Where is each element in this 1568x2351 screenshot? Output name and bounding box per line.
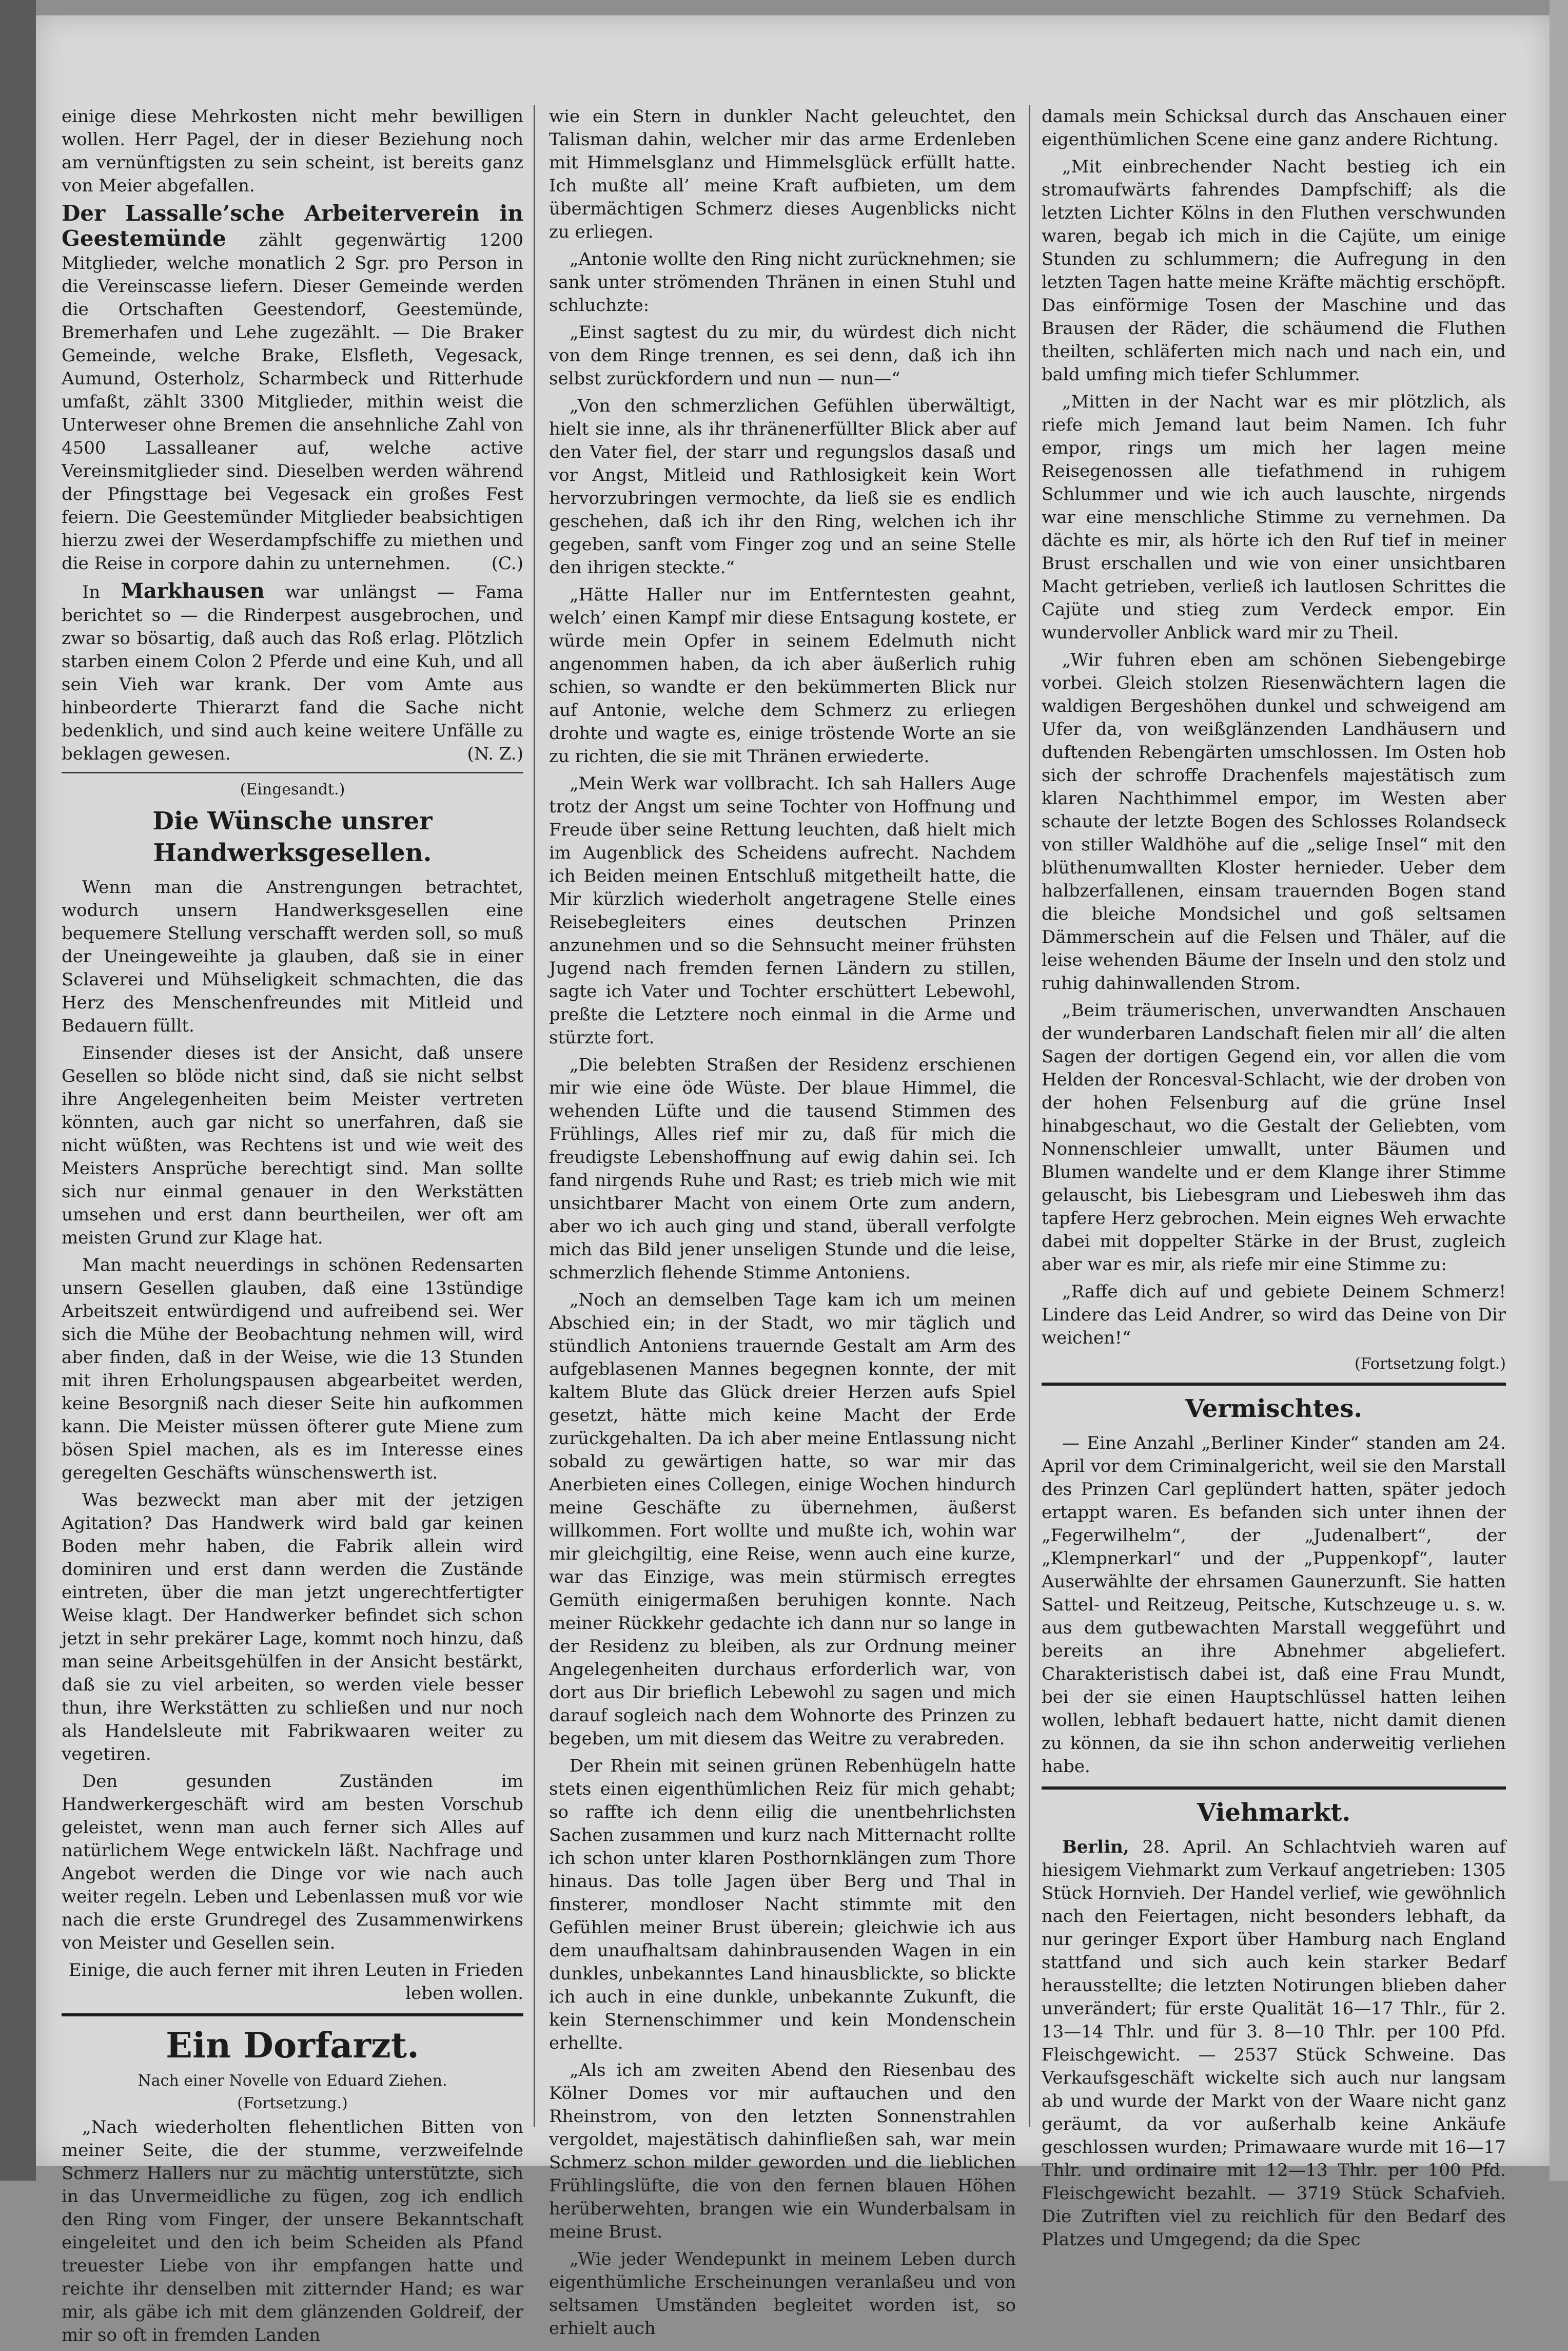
section-rule [1042,1786,1506,1790]
paragraph: „Mitten in der Nacht war es mir plötzlich, als riefe mich Jemand laut beim Namen. Ich fuhr empor, rings um mich her lagen meine Reisegenossen alle tiefathmend in ruhigem Schlummer und wie ich auch lauschte, nirgends war eine menschliche Stimme zu vernehmen. Da dächte es mir, als hörte ich den Ruf tief in meiner Brust erschallen und wie von einer unsichtbaren Macht getrieben, verließ ich lautlosen Schrittes die Cajüte und stieg zum Verdeck empor. Ein wundervoller Anblick ward mir zu Theil. [1042,392,1506,643]
signature: (N. Z.) [467,744,523,764]
signature: Einige, die auch ferner mit ihren Leuten in Frieden leben wollen. [68,1960,523,2004]
continuation-note: (Fortsetzung folgt.) [1355,1355,1506,1373]
column-right [1042,105,1506,2256]
paragraph: „Mein Werk war vollbracht. Ich sah Hallers Auge trotz der Angst um seine Tochter von Hoffnung und Freude über seine Rettung leuchten, daß hielt mich im Augenblick des Scheidens aufrecht. Nachdem ich Beiden meinen Entschluß mitgetheilt hatte, die Mir kürzlich wiederholt angetragene Stelle eines Reisebegleiters eines deutschen Prinzen anzunehmen und so die Sehnsucht meiner frühsten Jugend nach fremden fernen Ländern zu stillen, sagte ich Vater und Tochter erschüttert Lebewohl, preßte die Letztere noch einmal in die Arme und stürzte fort. [549,773,1016,1048]
newspaper-page [36,15,1550,2345]
section-rule [62,772,523,773]
paragraph-text: war unlängst — Fama berichtet so — die Rinderpest ausgebrochen, und zwar so bösartig, daß auch das Roß erlag. Plötzlich starben einem Colon 2 Pferde und eine Kuh, und all sein Vieh war krank. Der vom Amte aus hinbeorderte Thierarzt fand die Sache nicht bedenklich, und sind auch keine weitere Unfälle zu beklagen gewesen. [62,582,524,764]
paragraph: „Beim träumerischen, unverwandten Anschauen der wunderbaren Landschaft fielen mir all’ die alten Sagen der dortigen Gegend ein, vor allen die vom Helden der Roncesval-Schlacht, wie der droben von der hohen Felsenburg auf die grüne Insel hinabgeschaut, wo die Gestalt der Geliebten, vom Nonnenschleier umwallt, unter Bäumen und Blumen wandelte und er dem Klange ihrer Stimme gelauscht, bis Liebesgram und Liebesweh ihm das tapfere Herz gebrochen. Mein eignes Weh erwachte dabei mit doppelter Stärke in der Brust, zugleich aber war es mir, als riefe mir eine Stimme zu: [1042,1000,1506,1275]
paragraph: „Antonie wollte den Ring nicht zurücknehmen; sie sank unter strömenden Thränen in einen Stuhl und schluchzte: [549,249,1016,316]
item-heading: Der Lassalle’sche Arbeiterverein in Geestemünde [62,201,523,251]
paragraph: wie ein Stern in dunkler Nacht geleuchtet, den Talisman dahin, welcher mir das arme Erdenleben mit Himmelsglanz und Himmelsglück erfüllt hatte. Ich mußte all’ meine Kraft aufbieten, um dem übermächtigen Schmerz dieses Augenblicks nicht zu erliegen. [549,106,1016,242]
paragraph: „Nach wiederholten flehentlichen Bitten von meiner Seite, die der stumme, verzweifelnde Schmerz Hallers nur zu mächtig unterstützte, sich in das Unvermeidliche zu fügen, zog ich endlich den Ring vom Finger, der unsere Bekanntschaft eingeleitet und den ich beim Scheiden als Pfand treuester Liebe von ihr empfangen hatte und reichte ihr denselben mit zitternder Hand; es war mir, als gäbe ich mit dem glänzenden Goldreif, der mir so oft in fremden Landen [62,2117,523,2345]
paragraph: — Eine Anzahl „Berliner Kinder“ standen am 24. April vor dem Criminalgericht, weil sie den Marstall des Prinzen Carl geplündert hatten, später jedoch ertappt waren. Es befanden sich unter ihnen der „Fegerwilhelm“, der „Judenalbert“, der „Klempnerkarl“ und der „Puppenkopf“, lauter Auserwählte der ehrsamen Gaunerzunft. Sie hatten Sattel- und Reitzeug, Peitsche, Kutschzeuge u. s. w. aus dem gutbewachten Marstall weggeführt und bereits an ihre Abnehmer abgeliefert. Charakteristisch dabei ist, daß eine Frau Mundt, bei der sie einen Hauptschlüssel hatten leihen wollen, lebhaft bedauert hatte, nicht damit dienen zu können, da sie ihn schon anderweitig verliehen habe. [1042,1433,1506,1777]
paragraph-text: zählt gegenwärtig 1200 Mitglieder, welche monatlich 2 Sgr. pro Person in die Vereinscasse liefern. Dieser Gemeinde werden die Ortschaften Geestendorf, Geestemünde, Bremerhafen und Lehe zugezählt. — Die Braker Gemeinde, welche Brake, Elsfleth, Vegesack, Aumund, Osterholz, Scharmbeck und Ritterhude umfaßt, zählt 3300 Mitglieder, mithin weist die Unterweser ohne Bremen die ansehnliche Zahl von 4500 Lassalleaner auf, welche active Vereinsmitglieder sind. Dieselben werden während der Pfingsttage bei Vegesack ein großes Fest feiern. Die Geestemünder Mitglieder beabsichtigen hierzu zwei der Weserdampfschiffe zu miethen und die Reise in corpore dahin zu unternehmen. [62,230,524,574]
paragraph [1042,1836,1506,2251]
eingesandt-label: (Eingesandt.) [240,781,345,799]
section-rule [1042,1383,1506,1386]
paragraph: „Als ich am zweiten Abend den Riesenbau des Kölner Domes vor mir auftauchen und den Rheinstrom, von den letzten Sonnenstrahlen vergoldet, majestätisch dahinfließen sah, war mein Schmerz schon milder geworden und die lieblichen Frühlingslüfte, die von den fernen blauen Höhen herüberwehten, brangen wie ein Wunderbalsam in meine Brust. [549,2060,1016,2242]
paragraph: Was bezweckt man aber mit der jetzigen Agitation? Das Handwerk wird bald gar keinen Boden mehr haben, die Fabrik allein wird dominiren und erst dann werden die Zustände eintreten, über die man jetzt ungerechtfertigter Weise klagt. Der Handwerker befindet sich schon jetzt in sehr prekärer Lage, kommt noch hinzu, daß man seine Arbeitsgehülfen in der Ansicht bestärkt, daß sie zu viel arbeiten, so werden viele besser thun, ihre Werkstätten zu schließen und nur noch als Handelsleute mit Fabrikwaaren weiter zu vegetiren. [62,1490,523,1764]
paragraph: „Wie jeder Wendepunkt in meinem Leben durch eigenthümliche Erscheinungen veranlaßeu und von seltsamen Umständen begleitet worden ist, so erhielt auch [549,2249,1016,2339]
column-divider [534,105,535,2127]
page-edge [1550,0,1568,2181]
paragraph [62,202,523,575]
paragraph: damals mein Schicksal durch das Anschauen einer eigenthümlichen Scene eine ganz andere Richtung. [1042,106,1506,150]
paragraph: „Raffe dich auf und gebiete Deinem Schmerz! Lindere das Leid Andrer, so wird das Deine von Dir weichen!“ [1042,1281,1506,1348]
paragraph [62,579,523,766]
paragraph: „Hätte Haller nur im Entferntesten geahnt, welch’ einen Kampf mir diese Entsagung kostete, er würde mein Opfer in seinem Edelmuth nicht angenommen haben, da ich aber äußerlich ruhig schien, so wandte er den bekümmerten Blick nur auf Antonie, welche dem Schmerz zu erliegen drohte und wagte es, einige tröstende Worte an sie zu richten, die sie mit Thränen erwiederte. [549,585,1016,767]
continuation-note: (Fortsetzung.) [237,2094,348,2112]
article-title: Die Wünsche unsrer Handwerksgesellen. [152,807,433,867]
paragraph-text: 28. April. An Schlachtvieh waren auf hiesigem Viehmarkt zum Verkauf angetrieben: 1305 Stück Hornvieh. Der Handel verlief, wie gewöhnlich nach den Feiertagen, nicht besonders lebhaft, da nur geringer Export über Hamburg nach England stattfand und sich auch kein starker Bedarf herausstellte; die letzten Notirungen blieben daher unverändert; für erste Qualität 16—17 Thlr., für 2. 13—14 Thlr. und für 3. 8—10 Thlr. per 100 Pfd. Fleischgewicht. — 2537 Stück Schweine. Das Verkaufsgeschäft wickelte sich auch nur langsam ab und wurde der Markt von der Waare nicht ganz geräumt, da vor außerhalb keine Ankäufe geschlossen wurden; Primawaare wurde mit 16—17 Thlr. und ordinaire mit 12—13 Thlr. per 100 Pfd. Fleischgewicht bezahlt. — 3719 Stück Schafvieh. Die Zutriften viel zu reichlich für den Bedarf des Platzes und Umgegend; da die Spec [1042,1837,1506,2250]
article-title: Ein Dorfarzt. [166,2025,419,2066]
signature: (C.) [491,553,523,574]
section-title: Vermischtes. [1185,1394,1363,1423]
article-subtitle: Nach einer Novelle von Eduard Ziehen. [138,2072,447,2090]
paragraph: Den gesunden Zuständen im Handwerkergeschäft wird am besten Vorschub geleistet, wenn man auch ferner sich Alles auf natürlichem Wege entwickeln läßt. Nachfrage und Angebot werden die Dinge vor wie nach auch weiter regeln. Leben und Lebenlassen muß vor wie nach die erste Grundregel des Zusammenwirkens von Meister und Gesellen sein. [62,1771,523,1953]
paragraph: Einsender dieses ist der Ansicht, daß unsere Gesellen so blöde nicht sind, daß sie nicht selbst ihre Angelegenheiten beim Meister vertreten könnten, auch gar nicht so unerfahren, daß sie nicht wüßten, was Rechtens ist und wie weit des Meisters Ansprüche berechtigt sind. Man sollte sich nur einmal genauer in den Werkstätten umsehen und erst dann beurtheilen, wer oft am meisten Grund zur Klage hat. [62,1043,523,1248]
section-title: Viehmarkt. [1197,1798,1351,1827]
item-heading: Markhausen [121,579,265,603]
paragraph: Man macht neuerdings in schönen Redensarten unsern Gesellen glauben, daß eine 13stündige Arbeitszeit entwürdigend und aufreibend sei. Wer sich die Mühe der Beobachtung nehmen will, wird aber finden, daß in der Weise, wie die 13 Stunden mit ihren Erholungspausen abgearbeitet werden, keine Besorgniß nach dieser Seite hin aufkommen kann. Die Meister müssen öfterer gute Miene zum bösen Spiel machen, als es im Interesse eines geregelten Geschäfts wünschenswerth ist. [62,1255,523,1483]
paragraph: einige diese Mehrkosten nicht mehr bewilligen wollen. Herr Pagel, der in dieser Beziehung noch am vernünftigsten zu sein scheint, ist bereits ganz von Meier abgefallen. [62,106,523,196]
paragraph: „Einst sagtest du zu mir, du würdest dich nicht von dem Ringe trennen, es sei denn, daß ich ihn selbst zurückfordern und nun — nun—“ [549,322,1016,389]
column-divider [1029,105,1030,2127]
section-rule [62,2013,523,2016]
column-middle [549,105,1016,2344]
paragraph: „Mit einbrechender Nacht bestieg ich ein stromaufwärts fahrendes Dampfschiff; als die letzten Lichter Kölns in den Fluthen verschwunden waren, begab ich mich in die Cajüte, um einige Stunden zu schlummern; die Aufregung in den letzten Tagen hatte meine Kräfte mächtig erschöpft. Das einförmige Tosen der Maschine und das Brausen der Räder, die schäumend die Fluthen theilten, schläferten mich nach und nach ein, und bald umfing mich tiefer Schlummer. [1042,157,1506,385]
paragraph: „Wir fuhren eben am schönen Siebengebirge vorbei. Gleich stolzen Riesenwächtern lagen die waldigen Bergeshöhen dunkel und schweigend am Ufer da, von weißglänzenden Landhäusern und duftenden Rebengärten umschlossen. Im Osten hob sich der schroffe Drachenfels majestätisch zum klaren Nachthimmel empor, im Westen aber schaute der letzte Bogen des Schlosses Rolandseck von stiller Waldhöhe auf die „selige Insel“ mit den blüthenumwallten Kloster hernieder. Ueber dem halbzerfallenen, einsam trauernden Bogen stand die bleiche Mondsichel und goß seltsamen Dämmerschein auf die Felsen und Thäler, auf die leise wehenden Bäume der Inseln und den stolz und ruhig dahinwallenden Strom. [1042,650,1506,994]
paragraph: Der Rhein mit seinen grünen Rebenhügeln hatte stets einen eigenthümlichen Reiz für mich gehabt; so raffte ich denn eilig die unentbehrlichsten Sachen zusammen und kurz nach Mitternacht rollte ich schon unter klaren Posthornklängen zum Thore hinaus. Das tolle Jagen über Berg und Thal in finsterer, mondloser Nacht stimmte mit den Gefühlen meiner Brust überein; gleichwie ich aus dem unaufhaltsam dahinbrausenden Wagen in ein dunkles, unbekanntes Land hinausblickte, so blickte ich auch in eine dunkle, unbekannte Zukunft, die kein Sternenschimmer und kein Mondenschein erhellte. [549,1756,1016,2053]
item-heading: Berlin, [1062,1837,1129,1857]
book-spine [0,0,36,2181]
paragraph-text: In [82,582,101,603]
paragraph: „Noch an demselben Tage kam ich um meinen Abschied ein; in der Stadt, wo mir täglich und stündlich Antoniens trauernde Gestalt am Arm des aufgeblasenen Mannes begegnen konnte, der mit kaltem Blute das Glück dreier Herzen aufs Spiel gesetzt, hätte mich keine Macht der Erde zurückgehalten. Da ich aber meine Entlassung nicht sobald zu gewärtigen hatte, so war mir das Anerbieten eines Collegen, einige Wochen hindurch meine Geschäfte zu übernehmen, äußerst willkommen. Fort wollte und mußte ich, wohin war mir gleichgiltig, eine Reise, wenn auch eine kurze, war das Einzige, was mein stürmisch erregtes Gemüth einigermaßen beruhigen konnte. Nach meiner Rückkehr gedachte ich dann nur so lange in der Residenz zu bleiben, als zur Ordnung meiner Angelegenheiten durchaus erforderlich war, von dort aus Dir brieflich Lebewohl zu sagen und mich darauf sogleich nach dem Wohnorte des Prinzen zu begeben, um mit diesem das Weitre zu verabreden. [549,1290,1016,1749]
paragraph: „Von den schmerzlichen Gefühlen überwältigt, hielt sie inne, als ihr thränenerfüllter Blick aber auf den Vater fiel, der starr und regungslos dasaß und vor Angst, Mitleid und Rathlosigkeit kein Wort hervorzubringen vermochte, da ließ sie es endlich geschehen, daß ich ihr den Ring, welchen ich ihr gegeben, sanft vom Finger zog und an seine Stelle den ihrigen steckte.“ [549,396,1016,578]
paragraph: Wenn man die Anstrengungen betrachtet, wodurch unsern Handwerksgesellen eine bequemere Stellung verschafft werden soll, so muß der Uneingeweihte ja glauben, daß sie in einer Sclaverei und Mühseligkeit schmachten, die das Herz des Menschenfreundes mit Mitleid und Bedauern füllt. [62,877,523,1036]
column-left [62,105,523,2351]
paragraph: „Die belebten Straßen der Residenz erschienen mir wie eine öde Wüste. Der blaue Himmel, die wehenden Lüfte und die tausend Stimmen des Frühlings, Alles rief mir zu, daß für mich die freudigste Lebenshoffnung auf ewig dahin sei. Ich fand nirgends Ruhe und Rast; es trieb mich wie mit unsichtbarer Macht von einem Orte zum andern, aber wo ich auch ging und stand, überall verfolgte mich das Bild jener unseligen Stunde und die leise, schmerzlich flehende Stimme Antoniens. [549,1055,1016,1283]
